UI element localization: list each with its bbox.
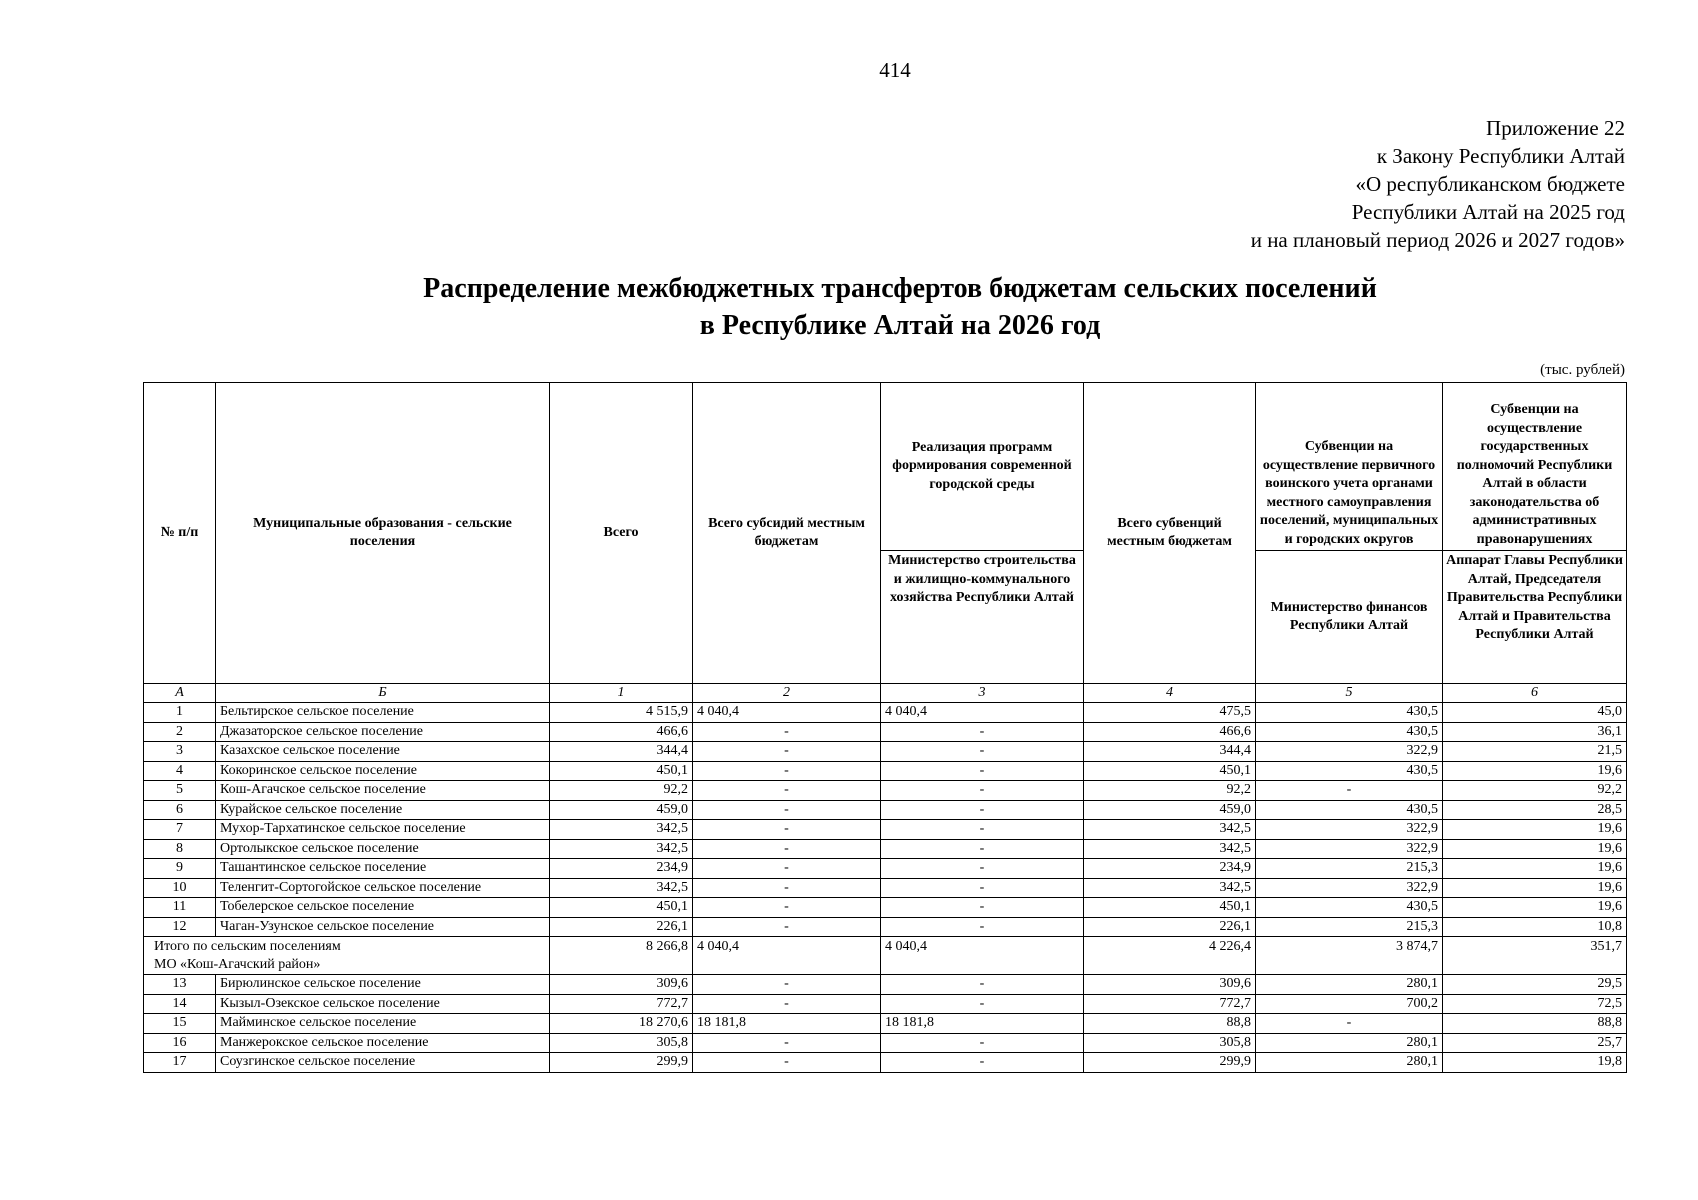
header-military-ministry: Министерство финансов Республики Алтай <box>1256 551 1443 684</box>
row-number: 11 <box>144 898 216 918</box>
header-subsidies: Всего субсидий местным бюджетам <box>693 383 881 684</box>
total-value: 772,7 <box>550 994 693 1014</box>
total-value: 299,9 <box>550 1053 693 1073</box>
total-value: 4 515,9 <box>550 703 693 723</box>
settlement-name: Ортолыкское сельское поселение <box>216 839 550 859</box>
settlement-name: Кокоринское сельское поселение <box>216 761 550 781</box>
military-value: 322,9 <box>1256 820 1443 840</box>
subtotal-subventions: 4 226,4 <box>1084 937 1256 975</box>
program-value: - <box>881 917 1084 937</box>
table-row <box>144 1014 1627 1034</box>
row-number: 8 <box>144 839 216 859</box>
subsidies-value: 18 181,8 <box>693 1014 881 1034</box>
military-value: 215,3 <box>1256 859 1443 879</box>
total-value: 92,2 <box>550 781 693 801</box>
subsidies-value: - <box>693 742 881 762</box>
row-number: 7 <box>144 820 216 840</box>
row-number: 10 <box>144 878 216 898</box>
subsidies-value: - <box>693 1053 881 1073</box>
program-value: - <box>881 800 1084 820</box>
subventions-value: 450,1 <box>1084 898 1256 918</box>
row-number: 3 <box>144 742 216 762</box>
transfers-table <box>143 382 1627 1073</box>
subsidies-value: - <box>693 722 881 742</box>
military-value: 430,5 <box>1256 800 1443 820</box>
military-value: - <box>1256 1014 1443 1034</box>
subventions-value: 475,5 <box>1084 703 1256 723</box>
subtotal-label-line: Итого по сельским поселениям <box>154 939 341 954</box>
subtotal-row <box>144 937 1627 975</box>
table-row <box>144 994 1627 1014</box>
table-row <box>144 800 1627 820</box>
admin-value: 19,6 <box>1443 761 1627 781</box>
header-num: № п/п <box>144 383 216 684</box>
appendix-line: к Закону Республики Алтай <box>1376 144 1625 168</box>
subsidies-value: - <box>693 975 881 995</box>
admin-value: 29,5 <box>1443 975 1627 995</box>
appendix-line: Приложение 22 <box>1486 116 1625 140</box>
subsidies-value: - <box>693 1033 881 1053</box>
header-name: Муниципальные образования - сельские поселения <box>216 383 550 684</box>
subtotal-military: 3 874,7 <box>1256 937 1443 975</box>
subventions-value: 226,1 <box>1084 917 1256 937</box>
column-index: 5 <box>1256 684 1443 703</box>
subventions-value: 344,4 <box>1084 742 1256 762</box>
subsidies-value: - <box>693 859 881 879</box>
total-value: 342,5 <box>550 820 693 840</box>
settlement-name: Тобелерское сельское поселение <box>216 898 550 918</box>
total-value: 342,5 <box>550 839 693 859</box>
program-value: - <box>881 839 1084 859</box>
program-value: - <box>881 1053 1084 1073</box>
program-value: - <box>881 975 1084 995</box>
total-value: 305,8 <box>550 1033 693 1053</box>
row-number: 16 <box>144 1033 216 1053</box>
admin-value: 21,5 <box>1443 742 1627 762</box>
table-row <box>144 820 1627 840</box>
row-number: 5 <box>144 781 216 801</box>
table-row <box>144 1033 1627 1053</box>
subsidies-value: - <box>693 878 881 898</box>
subtotal-program: 4 040,4 <box>881 937 1084 975</box>
admin-value: 19,6 <box>1443 878 1627 898</box>
settlement-name: Кош-Агачское сельское поселение <box>216 781 550 801</box>
column-index: А <box>144 684 216 703</box>
settlement-name: Мухор-Тархатинское сельское поселение <box>216 820 550 840</box>
program-value: - <box>881 820 1084 840</box>
column-index: 2 <box>693 684 881 703</box>
subsidies-value: - <box>693 898 881 918</box>
program-value: - <box>881 742 1084 762</box>
table-row <box>144 975 1627 995</box>
total-value: 450,1 <box>550 761 693 781</box>
column-index: 6 <box>1443 684 1627 703</box>
subventions-value: 92,2 <box>1084 781 1256 801</box>
program-value: - <box>881 781 1084 801</box>
subtotal-label <box>144 937 550 975</box>
subsidies-value: - <box>693 917 881 937</box>
row-number: 1 <box>144 703 216 723</box>
program-value: - <box>881 722 1084 742</box>
program-value: - <box>881 761 1084 781</box>
subsidies-value: 4 040,4 <box>693 703 881 723</box>
admin-value: 72,5 <box>1443 994 1627 1014</box>
subsidies-value: - <box>693 781 881 801</box>
admin-value: 10,8 <box>1443 917 1627 937</box>
total-value: 18 270,6 <box>550 1014 693 1034</box>
military-value: 280,1 <box>1256 1053 1443 1073</box>
units-label: (тыс. рублей) <box>1540 362 1625 378</box>
program-value: 4 040,4 <box>881 703 1084 723</box>
header-admin-ministry: Аппарат Главы Республики Алтай, Председателя Правительства Республики Алтай и Правительства Республики Алтай <box>1443 551 1627 684</box>
table-row <box>144 878 1627 898</box>
admin-value: 25,7 <box>1443 1033 1627 1053</box>
military-value: 430,5 <box>1256 761 1443 781</box>
table-row <box>144 703 1627 723</box>
total-value: 450,1 <box>550 898 693 918</box>
admin-value: 19,6 <box>1443 859 1627 879</box>
settlement-name: Соузгинское сельское поселение <box>216 1053 550 1073</box>
admin-value: 88,8 <box>1443 1014 1627 1034</box>
military-value: 700,2 <box>1256 994 1443 1014</box>
admin-value: 19,6 <box>1443 820 1627 840</box>
military-value: - <box>1256 781 1443 801</box>
subventions-value: 772,7 <box>1084 994 1256 1014</box>
program-value: - <box>881 878 1084 898</box>
total-value: 459,0 <box>550 800 693 820</box>
subventions-value: 342,5 <box>1084 820 1256 840</box>
table-row <box>144 917 1627 937</box>
subsidies-value: - <box>693 761 881 781</box>
total-value: 309,6 <box>550 975 693 995</box>
program-value: - <box>881 859 1084 879</box>
admin-value: 92,2 <box>1443 781 1627 801</box>
header-program-ministry: Министерство строительства и жилищно-коммунального хозяйства Республики Алтай <box>881 551 1084 684</box>
title-line: в Республике Алтай на 2026 год <box>699 310 1101 341</box>
row-number: 12 <box>144 917 216 937</box>
subsidies-value: - <box>693 994 881 1014</box>
table-row <box>144 1053 1627 1073</box>
settlement-name: Манжерокское сельское поселение <box>216 1033 550 1053</box>
subtotal-subsidies: 4 040,4 <box>693 937 881 975</box>
column-index: 1 <box>550 684 693 703</box>
total-value: 466,6 <box>550 722 693 742</box>
admin-value: 19,8 <box>1443 1053 1627 1073</box>
table-row <box>144 742 1627 762</box>
settlement-name: Джазаторское сельское поселение <box>216 722 550 742</box>
appendix-line: и на плановый период 2026 и 2027 годов» <box>1250 228 1625 252</box>
subventions-value: 466,6 <box>1084 722 1256 742</box>
total-value: 342,5 <box>550 878 693 898</box>
admin-value: 28,5 <box>1443 800 1627 820</box>
header-admin: Субвенции на осуществление государственных полномочий Республики Алтай в области законодательства об административных правонарушениях <box>1443 383 1627 551</box>
appendix-reference <box>1251 114 1625 254</box>
program-value: - <box>881 898 1084 918</box>
column-index: 4 <box>1084 684 1256 703</box>
title-line: Распределение межбюджетных трансфертов бюджетам сельских поселений <box>423 273 1377 304</box>
settlement-name: Ташантинское сельское поселение <box>216 859 550 879</box>
column-index: 3 <box>881 684 1084 703</box>
program-value: 18 181,8 <box>881 1014 1084 1034</box>
subventions-value: 459,0 <box>1084 800 1256 820</box>
military-value: 322,9 <box>1256 878 1443 898</box>
row-number: 15 <box>144 1014 216 1034</box>
military-value: 430,5 <box>1256 703 1443 723</box>
military-value: 430,5 <box>1256 898 1443 918</box>
military-value: 280,1 <box>1256 1033 1443 1053</box>
subventions-value: 234,9 <box>1084 859 1256 879</box>
table-row <box>144 722 1627 742</box>
table-row <box>144 859 1627 879</box>
settlement-name: Кызыл-Озекское сельское поселение <box>216 994 550 1014</box>
settlement-name: Казахское сельское поселение <box>216 742 550 762</box>
row-number: 6 <box>144 800 216 820</box>
table-row <box>144 839 1627 859</box>
military-value: 280,1 <box>1256 975 1443 995</box>
program-value: - <box>881 1033 1084 1053</box>
row-number: 13 <box>144 975 216 995</box>
subventions-value: 342,5 <box>1084 878 1256 898</box>
row-number: 9 <box>144 859 216 879</box>
table-row <box>144 898 1627 918</box>
subtotal-total: 8 266,8 <box>550 937 693 975</box>
header-program: Реализация программ формирования современной городской среды <box>881 383 1084 551</box>
document-title <box>0 270 1698 344</box>
column-index-row <box>144 684 1627 703</box>
military-value: 215,3 <box>1256 917 1443 937</box>
appendix-line: Республики Алтай на 2025 год <box>1351 200 1625 224</box>
table-row <box>144 781 1627 801</box>
settlement-name: Чаган-Узунское сельское поселение <box>216 917 550 937</box>
settlement-name: Курайское сельское поселение <box>216 800 550 820</box>
header-military: Субвенции на осуществление первичного воинского учета органами местного самоуправления поселений, муниципальных и городских округов <box>1256 383 1443 551</box>
settlement-name: Бирюлинское сельское поселение <box>216 975 550 995</box>
total-value: 344,4 <box>550 742 693 762</box>
admin-value: 19,6 <box>1443 898 1627 918</box>
admin-value: 45,0 <box>1443 703 1627 723</box>
subventions-value: 450,1 <box>1084 761 1256 781</box>
admin-value: 19,6 <box>1443 839 1627 859</box>
row-number: 4 <box>144 761 216 781</box>
subventions-value: 309,6 <box>1084 975 1256 995</box>
row-number: 2 <box>144 722 216 742</box>
military-value: 322,9 <box>1256 839 1443 859</box>
program-value: - <box>881 994 1084 1014</box>
admin-value: 36,1 <box>1443 722 1627 742</box>
total-value: 226,1 <box>550 917 693 937</box>
subsidies-value: - <box>693 800 881 820</box>
page-number: 414 <box>879 58 911 82</box>
settlement-name: Теленгит-Сортогойское сельское поселение <box>216 878 550 898</box>
subventions-value: 88,8 <box>1084 1014 1256 1034</box>
row-number: 14 <box>144 994 216 1014</box>
table-row <box>144 761 1627 781</box>
subventions-value: 342,5 <box>1084 839 1256 859</box>
subsidies-value: - <box>693 820 881 840</box>
header-subventions: Всего субвенций местным бюджетам <box>1084 383 1256 684</box>
subsidies-value: - <box>693 839 881 859</box>
settlement-name: Майминское сельское поселение <box>216 1014 550 1034</box>
total-value: 234,9 <box>550 859 693 879</box>
subventions-value: 305,8 <box>1084 1033 1256 1053</box>
row-number: 17 <box>144 1053 216 1073</box>
settlement-name: Бельтирское сельское поселение <box>216 703 550 723</box>
subtotal-label-line: МО «Кош-Агачский район» <box>154 957 321 972</box>
subtotal-admin: 351,7 <box>1443 937 1627 975</box>
column-index: Б <box>216 684 550 703</box>
military-value: 430,5 <box>1256 722 1443 742</box>
appendix-line: «О республиканском бюджете <box>1355 172 1625 196</box>
subventions-value: 299,9 <box>1084 1053 1256 1073</box>
military-value: 322,9 <box>1256 742 1443 762</box>
header-total: Всего <box>550 383 693 684</box>
